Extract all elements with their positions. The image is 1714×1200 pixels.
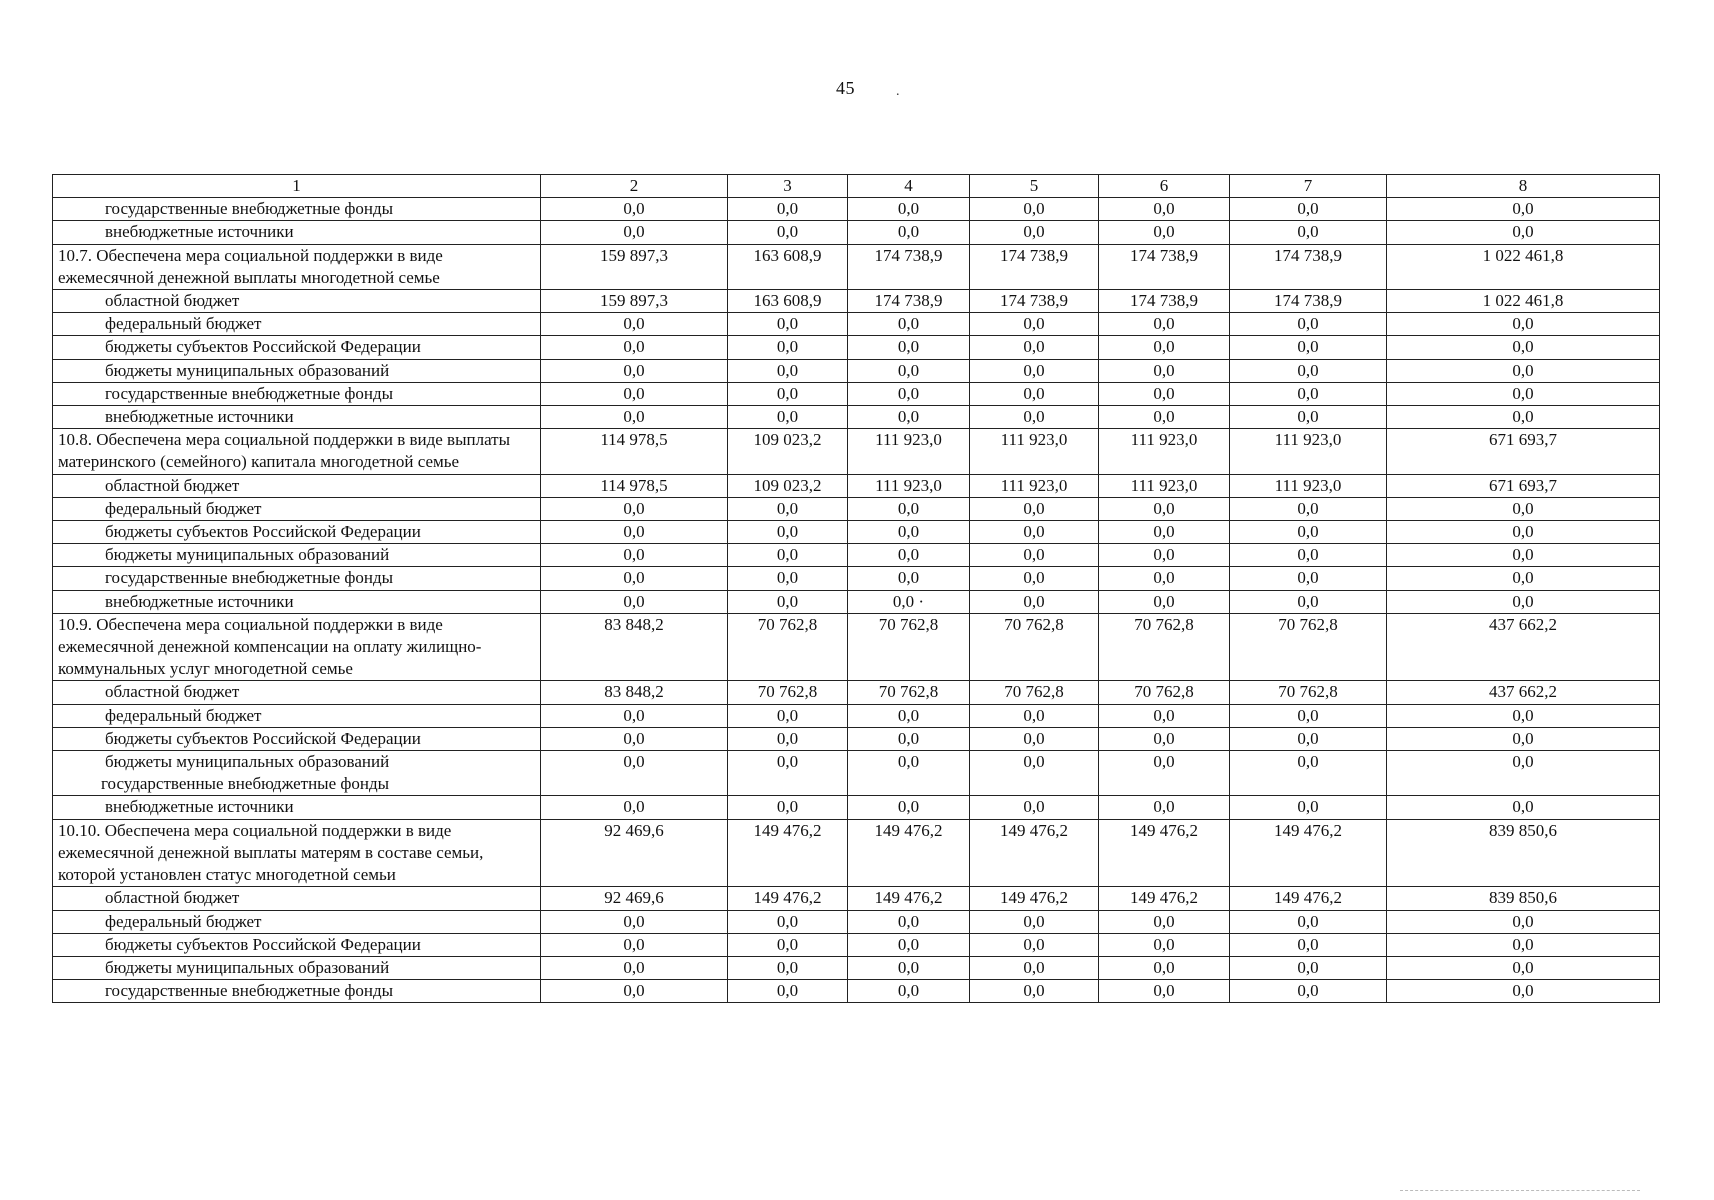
row-label: бюджеты субъектов Российской Федерации: [53, 521, 541, 544]
cell-value: 437 662,2: [1387, 681, 1660, 704]
cell-value: 0,0: [1099, 198, 1230, 221]
cell-value: 0,0: [970, 704, 1099, 727]
cell-value: 0,0: [1387, 497, 1660, 520]
cell-value: 0,0: [1099, 313, 1230, 336]
cell-value: 0,0: [728, 544, 848, 567]
cell-value: 0,0: [1230, 221, 1387, 244]
row-label: внебюджетные источники: [53, 590, 541, 613]
row-label: внебюджетные источники: [53, 221, 541, 244]
table-row-source: [53, 590, 1660, 613]
table-row-measure: [53, 613, 1660, 681]
cell-value: 163 608,9: [728, 290, 848, 313]
cell-value: 174 738,9: [1230, 244, 1387, 289]
cell-value: 0,0: [541, 796, 728, 819]
cell-value: 0,0: [541, 910, 728, 933]
cell-value: 0,0: [848, 933, 970, 956]
cell-value: 111 923,0: [970, 474, 1099, 497]
row-label: областной бюджет: [53, 681, 541, 704]
cell-value: 149 476,2: [970, 887, 1099, 910]
row-label: 10.8. Обеспечена мера социальной поддержки в виде выплаты материнского (семейного) капитала многодетной семье: [53, 429, 541, 474]
cell-value: 0,0: [541, 933, 728, 956]
cell-value: 0,0: [848, 359, 970, 382]
cell-value: 0,0: [1387, 910, 1660, 933]
row-label: внебюджетные источники: [53, 406, 541, 429]
cell-value: 0,0: [728, 910, 848, 933]
cell-value: 0,0: [1230, 497, 1387, 520]
cell-value: 70 762,8: [848, 681, 970, 704]
cell-value: 174 738,9: [970, 244, 1099, 289]
cell-value: 839 850,6: [1387, 887, 1660, 910]
cell-value: 0,0: [1387, 359, 1660, 382]
cell-value: 0,0: [728, 406, 848, 429]
cell-value: 0,0: [728, 727, 848, 750]
table-row-measure: [53, 429, 1660, 474]
table-row-source: [53, 382, 1660, 405]
row-label: государственные внебюджетные фонды: [53, 382, 541, 405]
page-number: 45: [836, 78, 855, 98]
cell-value: 0,0: [541, 382, 728, 405]
cell-value: 0,0: [1099, 980, 1230, 1003]
table-row-source: [53, 567, 1660, 590]
cell-value: 149 476,2: [728, 887, 848, 910]
table-row-source: [53, 751, 1660, 796]
cell-value: 111 923,0: [970, 429, 1099, 474]
cell-value: 0,0: [541, 956, 728, 979]
cell-value: 0,0: [1099, 910, 1230, 933]
table-row-measure: [53, 244, 1660, 289]
row-label: областной бюджет: [53, 474, 541, 497]
cell-value: 0,0: [970, 544, 1099, 567]
cell-value: 0,0: [1230, 956, 1387, 979]
cell-value: 174 738,9: [848, 290, 970, 313]
cell-value: 437 662,2: [1387, 613, 1660, 681]
cell-value: 0,0: [728, 198, 848, 221]
cell-value: 0,0: [1099, 590, 1230, 613]
cell-value: 0,0: [970, 590, 1099, 613]
cell-value: 92 469,6: [541, 819, 728, 887]
table-row-source: [53, 910, 1660, 933]
table-row-source: [53, 521, 1660, 544]
row-label: государственные внебюджетные фонды: [53, 980, 541, 1003]
cell-value: 0,0: [541, 313, 728, 336]
row-label: бюджеты муниципальных образований: [53, 956, 541, 979]
cell-value: 0,0: [848, 221, 970, 244]
cell-value: 0,0: [848, 980, 970, 1003]
scan-artifact-line: [1400, 1190, 1640, 1192]
row-label: бюджеты муниципальных образований: [53, 544, 541, 567]
row-label: федеральный бюджет: [53, 910, 541, 933]
cell-value: 0,0: [970, 933, 1099, 956]
cell-value: 83 848,2: [541, 681, 728, 704]
column-header: 5: [970, 175, 1099, 198]
cell-value: 0,0: [1387, 980, 1660, 1003]
cell-value: 0,0: [1387, 933, 1660, 956]
row-label: областной бюджет: [53, 290, 541, 313]
cell-value: 0,0: [970, 751, 1099, 796]
cell-value: 149 476,2: [1099, 887, 1230, 910]
cell-value: 0,0: [970, 980, 1099, 1003]
column-header: 7: [1230, 175, 1387, 198]
cell-value: 0,0: [541, 336, 728, 359]
cell-value: 0,0: [970, 497, 1099, 520]
column-header: 1: [53, 175, 541, 198]
cell-value: 0,0: [970, 198, 1099, 221]
table-row-source: [53, 887, 1660, 910]
cell-value: 70 762,8: [1099, 613, 1230, 681]
cell-value: 70 762,8: [1230, 681, 1387, 704]
row-label: государственные внебюджетные фонды: [53, 567, 541, 590]
cell-value: 0,0: [541, 590, 728, 613]
cell-value: 0,0: [970, 727, 1099, 750]
cell-value: 0,0: [1230, 933, 1387, 956]
cell-value: 0,0: [970, 336, 1099, 359]
cell-value: 0,0: [728, 336, 848, 359]
cell-value: 70 762,8: [728, 613, 848, 681]
cell-value: 0,0: [848, 382, 970, 405]
cell-value: 0,0: [1230, 382, 1387, 405]
cell-value: 0,0: [1387, 751, 1660, 796]
cell-value: 0,0: [728, 221, 848, 244]
cell-value: 109 023,2: [728, 429, 848, 474]
cell-value: 0,0: [848, 727, 970, 750]
cell-value: 0,0: [1099, 796, 1230, 819]
cell-value: 149 476,2: [848, 887, 970, 910]
cell-value: 0,0 ·: [848, 590, 970, 613]
cell-value: 0,0: [541, 567, 728, 590]
cell-value: 0,0: [970, 359, 1099, 382]
table-row-source: [53, 727, 1660, 750]
table-row-source: [53, 221, 1660, 244]
cell-value: 0,0: [541, 704, 728, 727]
cell-value: 0,0: [1230, 567, 1387, 590]
cell-value: 111 923,0: [848, 474, 970, 497]
row-label: бюджеты субъектов Российской Федерации: [53, 727, 541, 750]
cell-value: 0,0: [1387, 590, 1660, 613]
cell-value: 0,0: [1387, 521, 1660, 544]
cell-value: 0,0: [970, 221, 1099, 244]
row-label: областной бюджет: [53, 887, 541, 910]
cell-value: 70 762,8: [848, 613, 970, 681]
row-label: 10.7. Обеспечена мера социальной поддержки в виде ежемесячной денежной выплаты многодетной семье: [53, 244, 541, 289]
row-label: федеральный бюджет: [53, 313, 541, 336]
cell-value: 0,0: [1099, 521, 1230, 544]
table-row-source: [53, 474, 1660, 497]
cell-value: 0,0: [1230, 590, 1387, 613]
cell-value: 0,0: [848, 910, 970, 933]
row-label: [53, 751, 541, 796]
table-row-source: [53, 198, 1660, 221]
cell-value: 159 897,3: [541, 290, 728, 313]
cell-value: 109 023,2: [728, 474, 848, 497]
cell-value: 0,0: [1099, 704, 1230, 727]
cell-value: 0,0: [1230, 544, 1387, 567]
cell-value: 0,0: [848, 198, 970, 221]
cell-value: 0,0: [970, 382, 1099, 405]
cell-value: 0,0: [1230, 359, 1387, 382]
scan-mark: .: [896, 84, 900, 99]
cell-value: 0,0: [848, 544, 970, 567]
cell-value: 0,0: [541, 727, 728, 750]
column-header: 2: [541, 175, 728, 198]
cell-value: 0,0: [1387, 382, 1660, 405]
row-label: бюджеты субъектов Российской Федерации: [53, 336, 541, 359]
cell-value: 0,0: [848, 497, 970, 520]
cell-value: 70 762,8: [970, 613, 1099, 681]
cell-value: 83 848,2: [541, 613, 728, 681]
cell-value: 0,0: [1387, 956, 1660, 979]
cell-value: 111 923,0: [1230, 474, 1387, 497]
row-label: 10.10. Обеспечена мера социальной поддержки в виде ежемесячной денежной выплаты матерям в составе семьи, которой установлен статус многодетной семьи: [53, 819, 541, 887]
row-label: государственные внебюджетные фонды: [53, 198, 541, 221]
cell-value: 0,0: [1387, 727, 1660, 750]
cell-value: 0,0: [1387, 704, 1660, 727]
cell-value: 0,0: [1099, 497, 1230, 520]
table-row-source: [53, 956, 1660, 979]
cell-value: 0,0: [541, 980, 728, 1003]
cell-value: 0,0: [728, 956, 848, 979]
cell-value: 0,0: [848, 751, 970, 796]
cell-value: 0,0: [1099, 359, 1230, 382]
cell-value: 0,0: [728, 590, 848, 613]
cell-value: 0,0: [1099, 933, 1230, 956]
cell-value: 0,0: [728, 704, 848, 727]
cell-value: 671 693,7: [1387, 474, 1660, 497]
cell-value: 149 476,2: [1230, 819, 1387, 887]
cell-value: 0,0: [848, 796, 970, 819]
table-row-source: [53, 290, 1660, 313]
cell-value: 0,0: [970, 796, 1099, 819]
cell-value: 0,0: [1387, 198, 1660, 221]
cell-value: 174 738,9: [1230, 290, 1387, 313]
cell-value: 174 738,9: [1099, 244, 1230, 289]
cell-value: 174 738,9: [970, 290, 1099, 313]
table-row-source: [53, 313, 1660, 336]
cell-value: 0,0: [1099, 382, 1230, 405]
cell-value: 1 022 461,8: [1387, 290, 1660, 313]
cell-value: 0,0: [1230, 198, 1387, 221]
cell-value: 0,0: [728, 751, 848, 796]
cell-value: 0,0: [1230, 406, 1387, 429]
cell-value: 159 897,3: [541, 244, 728, 289]
cell-value: 0,0: [1230, 336, 1387, 359]
table-row-source: [53, 681, 1660, 704]
cell-value: 0,0: [1387, 796, 1660, 819]
column-header: 3: [728, 175, 848, 198]
cell-value: 0,0: [1099, 406, 1230, 429]
cell-value: 92 469,6: [541, 887, 728, 910]
cell-value: 0,0: [1230, 521, 1387, 544]
cell-value: 0,0: [848, 521, 970, 544]
cell-value: 0,0: [728, 521, 848, 544]
cell-value: 111 923,0: [1099, 474, 1230, 497]
cell-value: 0,0: [541, 221, 728, 244]
cell-value: 0,0: [541, 751, 728, 796]
cell-value: 163 608,9: [728, 244, 848, 289]
cell-value: 111 923,0: [848, 429, 970, 474]
cell-value: 0,0: [848, 567, 970, 590]
cell-value: 0,0: [541, 497, 728, 520]
cell-value: 0,0: [848, 704, 970, 727]
cell-value: 0,0: [1099, 567, 1230, 590]
cell-value: 0,0: [1099, 544, 1230, 567]
cell-value: 70 762,8: [970, 681, 1099, 704]
cell-value: 0,0: [728, 497, 848, 520]
cell-value: 0,0: [1387, 406, 1660, 429]
cell-value: 0,0: [541, 359, 728, 382]
cell-value: 0,0: [970, 313, 1099, 336]
cell-value: 0,0: [970, 956, 1099, 979]
row-label: бюджеты субъектов Российской Федерации: [53, 933, 541, 956]
cell-value: 0,0: [728, 567, 848, 590]
column-header: 8: [1387, 175, 1660, 198]
cell-value: 149 476,2: [1230, 887, 1387, 910]
cell-value: 0,0: [970, 910, 1099, 933]
cell-value: 0,0: [541, 521, 728, 544]
cell-value: 0,0: [970, 521, 1099, 544]
cell-value: 0,0: [541, 198, 728, 221]
cell-value: 0,0: [1230, 796, 1387, 819]
table-row-source: [53, 406, 1660, 429]
cell-value: 0,0: [1099, 727, 1230, 750]
cell-value: 111 923,0: [1230, 429, 1387, 474]
table-row-source: [53, 980, 1660, 1003]
cell-value: 0,0: [848, 336, 970, 359]
cell-value: 0,0: [1099, 956, 1230, 979]
cell-value: 671 693,7: [1387, 429, 1660, 474]
cell-value: 0,0: [541, 544, 728, 567]
cell-value: 0,0: [728, 980, 848, 1003]
cell-value: 0,0: [1099, 221, 1230, 244]
table-row-measure: [53, 819, 1660, 887]
cell-value: 0,0: [1387, 221, 1660, 244]
table-row-source: [53, 796, 1660, 819]
row-label-line: бюджеты муниципальных образований: [105, 752, 390, 772]
cell-value: 0,0: [1387, 567, 1660, 590]
table-body: [53, 198, 1660, 1003]
row-label: федеральный бюджет: [53, 704, 541, 727]
row-label: федеральный бюджет: [53, 497, 541, 520]
cell-value: 839 850,6: [1387, 819, 1660, 887]
row-label: 10.9. Обеспечена мера социальной поддержки в виде ежемесячной денежной компенсации на оплату жилищно-коммунальных услуг многодетной семье: [53, 613, 541, 681]
cell-value: 0,0: [848, 956, 970, 979]
cell-value: 114 978,5: [541, 429, 728, 474]
cell-value: 0,0: [1387, 336, 1660, 359]
table-row-source: [53, 704, 1660, 727]
cell-value: 0,0: [1387, 313, 1660, 336]
budget-table: [52, 174, 1660, 1003]
cell-value: 0,0: [1230, 704, 1387, 727]
cell-value: 0,0: [1230, 313, 1387, 336]
cell-value: 0,0: [970, 406, 1099, 429]
cell-value: 149 476,2: [1099, 819, 1230, 887]
cell-value: 1 022 461,8: [1387, 244, 1660, 289]
table-row-source: [53, 336, 1660, 359]
cell-value: 174 738,9: [848, 244, 970, 289]
cell-value: 0,0: [728, 382, 848, 405]
cell-value: 0,0: [1099, 336, 1230, 359]
row-label-line: государственные внебюджетные фонды: [101, 774, 390, 794]
cell-value: 0,0: [1230, 910, 1387, 933]
table-row-source: [53, 497, 1660, 520]
cell-value: 0,0: [970, 567, 1099, 590]
cell-value: 111 923,0: [1099, 429, 1230, 474]
header-row: [53, 175, 1660, 198]
cell-value: 0,0: [1099, 751, 1230, 796]
row-label: внебюджетные источники: [53, 796, 541, 819]
cell-value: 0,0: [1230, 751, 1387, 796]
cell-value: 0,0: [1387, 544, 1660, 567]
cell-value: 149 476,2: [848, 819, 970, 887]
cell-value: 0,0: [1230, 727, 1387, 750]
cell-value: 0,0: [728, 359, 848, 382]
cell-value: 174 738,9: [1099, 290, 1230, 313]
cell-value: 0,0: [728, 933, 848, 956]
cell-value: 149 476,2: [970, 819, 1099, 887]
table-row-source: [53, 359, 1660, 382]
cell-value: 149 476,2: [728, 819, 848, 887]
cell-value: 0,0: [848, 313, 970, 336]
cell-value: 0,0: [728, 313, 848, 336]
cell-value: 70 762,8: [728, 681, 848, 704]
column-header: 6: [1099, 175, 1230, 198]
cell-value: 114 978,5: [541, 474, 728, 497]
cell-value: 0,0: [728, 796, 848, 819]
row-label: бюджеты муниципальных образований: [53, 359, 541, 382]
cell-value: 0,0: [848, 406, 970, 429]
cell-value: 0,0: [541, 406, 728, 429]
column-header: 4: [848, 175, 970, 198]
table-row-source: [53, 933, 1660, 956]
cell-value: 70 762,8: [1099, 681, 1230, 704]
cell-value: 0,0: [1230, 980, 1387, 1003]
table-row-source: [53, 544, 1660, 567]
cell-value: 70 762,8: [1230, 613, 1387, 681]
